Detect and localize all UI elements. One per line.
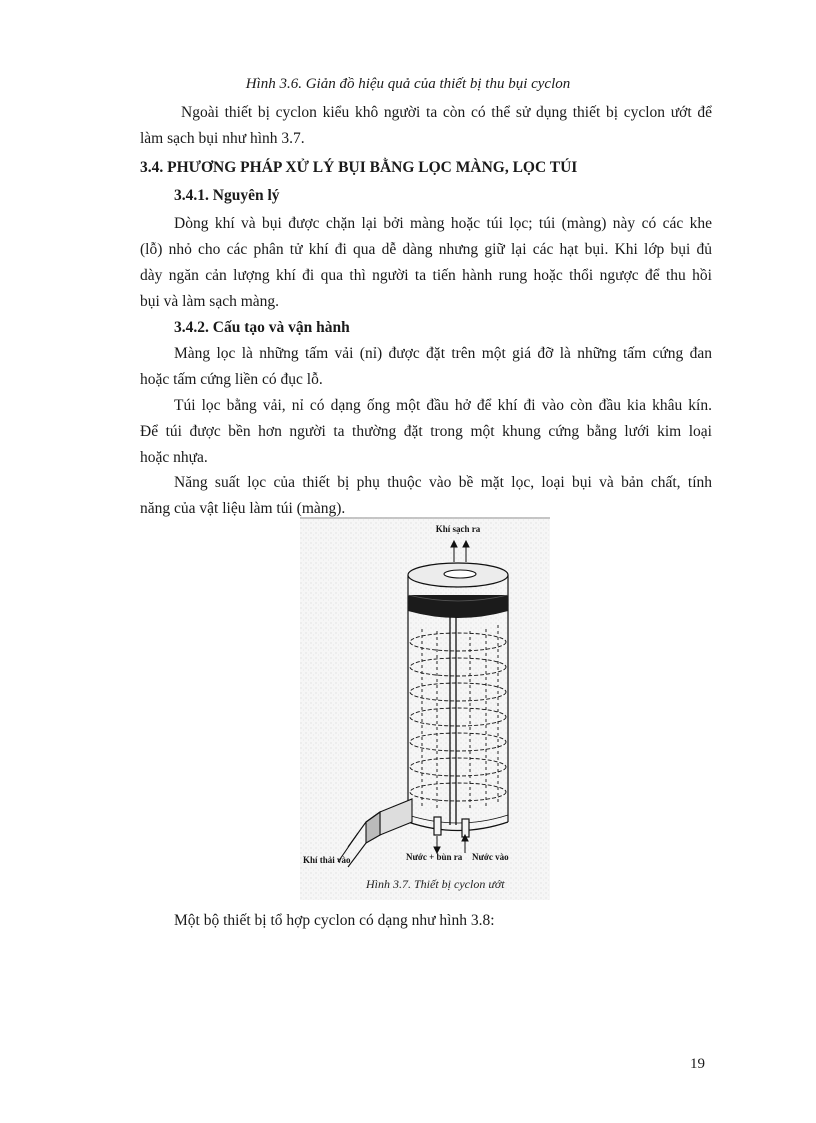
figure-3-6-caption: Hình 3.6. Giản đồ hiệu quả của thiết bị thu bụi cyclon	[245, 76, 571, 92]
page-number: 19	[690, 1056, 705, 1072]
label-sludge-out: Nước + bùn ra	[406, 852, 463, 862]
text-line: năng của vật liệu làm túi (màng).	[140, 500, 346, 517]
text-line: làm sạch bụi như hình 3.7.	[140, 130, 305, 147]
text-line: hoặc nhựa.	[140, 449, 208, 466]
text-line: Ngoài thiết bị cyclon kiểu khô người ta còn có thể sử dụng thiết bị cyclon ướt để	[181, 104, 712, 121]
paragraph-combined-cyclon: Một bộ thiết bị tổ hợp cyclon có dạng như hình 3.8:	[174, 912, 495, 929]
text-line: hoặc tấm cứng liền có đục lỗ.	[140, 371, 323, 388]
text-line: Dòng khí và bụi được chặn lại bởi màng hoặc túi lọc; túi (màng) này có các khe	[174, 215, 712, 232]
text-line: bụi và làm sạch màng.	[140, 293, 280, 310]
section-heading: 3.4. PHƯƠNG PHÁP XỬ LÝ BỤI BẰNG LỌC MÀNG, LỌC TÚI	[140, 159, 578, 176]
subsection-heading-structure: 3.4.2. Cấu tạo và vận hành	[174, 319, 350, 336]
label-water-in: Nước vào	[472, 852, 509, 862]
text-line: Để túi được bền hơn người ta thường đặt trong một khung cứng bằng lưới kim loại	[140, 423, 712, 440]
figure-3-7-wet-cyclon	[300, 517, 550, 900]
subsection-heading-principle: 3.4.1. Nguyên lý	[174, 187, 280, 204]
text-line: Màng lọc là những tấm vải (nỉ) được đặt trên một giá đỡ là những tấm cứng đan	[174, 345, 712, 362]
text-line: Túi lọc bằng vải, nỉ có dạng ống một đầu hở để khí đi vào còn đầu kia khâu kín.	[174, 397, 712, 414]
figure-3-7-caption: Hình 3.7. Thiết bị cyclon ướt	[366, 877, 505, 891]
text-line: dày ngăn cản lượng khí đi qua thì người ta tiến hành rung hoặc thổi ngược để thu hồi	[140, 267, 712, 284]
label-gas-inlet: Khí thải vào	[303, 855, 351, 865]
text-line: Năng suất lọc của thiết bị phụ thuộc vào bề mặt lọc, loại bụi và bản chất, tính	[174, 474, 712, 491]
label-clean-gas-out: Khí sạch ra	[435, 524, 481, 534]
text-line: (lỗ) nhỏ cho các phân tử khí đi qua dễ dàng nhưng giữ lại các hạt bụi. Khi lớp bụi đủ	[140, 241, 712, 258]
